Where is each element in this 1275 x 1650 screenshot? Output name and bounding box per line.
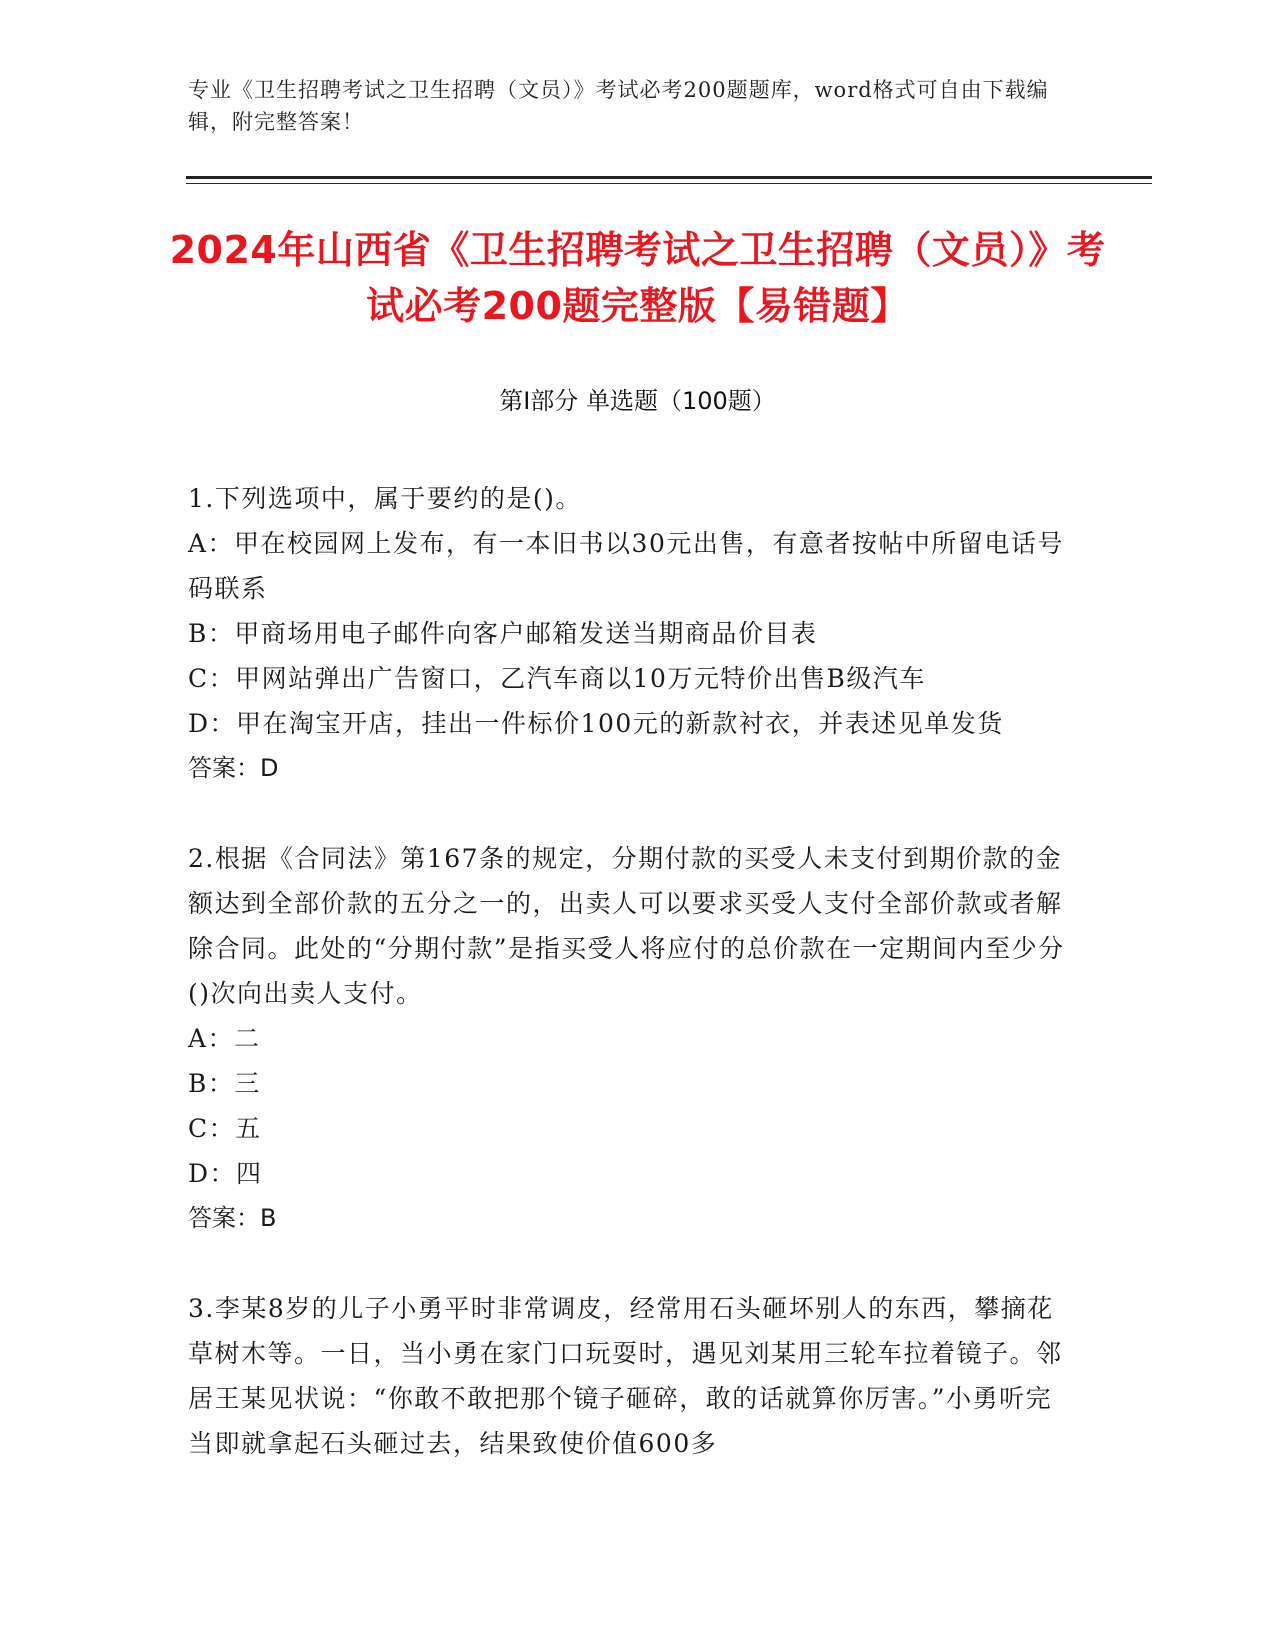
question-spacer	[188, 791, 1068, 836]
header-divider-thin	[186, 183, 1152, 184]
option-a: A：二	[188, 1024, 261, 1053]
section-heading: 第Ⅰ部分 单选题（100题）	[499, 387, 776, 415]
option-b: B：三	[188, 1069, 261, 1098]
question-list	[188, 476, 1068, 1466]
question-3	[188, 1286, 1068, 1466]
question-stem: 2.根据《合同法》第167条的规定，分期付款的买受人未支付到期价款的金额达到全部价款的五分之一的，出卖人可以要求买受人支付全部价款或者解除合同。此处的“分期付款”是指买受人将应付的总价款在一定期间内至少分()次向出卖人支付。	[188, 844, 1065, 1008]
question-1	[188, 476, 1068, 791]
option-a: A：甲在校园网上发布，有一本旧书以30元出售，有意者按帖中所留电话号码联系	[188, 529, 1064, 603]
question-spacer	[188, 1241, 1068, 1286]
header-divider-thick	[186, 176, 1152, 179]
question-2	[188, 836, 1068, 1241]
option-c: C：甲网站弹出广告窗口，乙汽车商以10万元特价出售B级汽车	[188, 664, 926, 693]
answer: 答案：B	[188, 1204, 277, 1232]
answer: 答案：D	[188, 754, 279, 782]
document-title: 2024年山西省《卫生招聘考试之卫生招聘（文员）》考试必考200题完整版【易错题】	[169, 228, 1106, 328]
header-note: 专业《卫生招聘考试之卫生招聘（文员）》考试必考200题题库，word格式可自由下载编辑，附完整答案！	[188, 78, 1049, 134]
option-b: B：甲商场用电子邮件向客户邮箱发送当期商品价目表	[188, 619, 818, 648]
option-d: D：四	[188, 1159, 263, 1188]
option-c: C：五	[188, 1114, 262, 1143]
question-stem: 1.下列选项中，属于要约的是()。	[188, 484, 582, 513]
question-stem: 3.李某8岁的儿子小勇平时非常调皮，经常用石头砸坏别人的东西，攀摘花草树木等。一日，当小勇在家门口玩耍时，遇见刘某用三轮车拉着镜子。邻居王某见状说：“你敢不敢把那个镜子砸碎，敢的话就算你厉害。”小勇听完当即就拿起石头砸过去，结果致使价值600多	[188, 1294, 1063, 1458]
option-d: D：甲在淘宝开店，挂出一件标价100元的新款衬衣，并表述见单发货	[188, 709, 1004, 738]
